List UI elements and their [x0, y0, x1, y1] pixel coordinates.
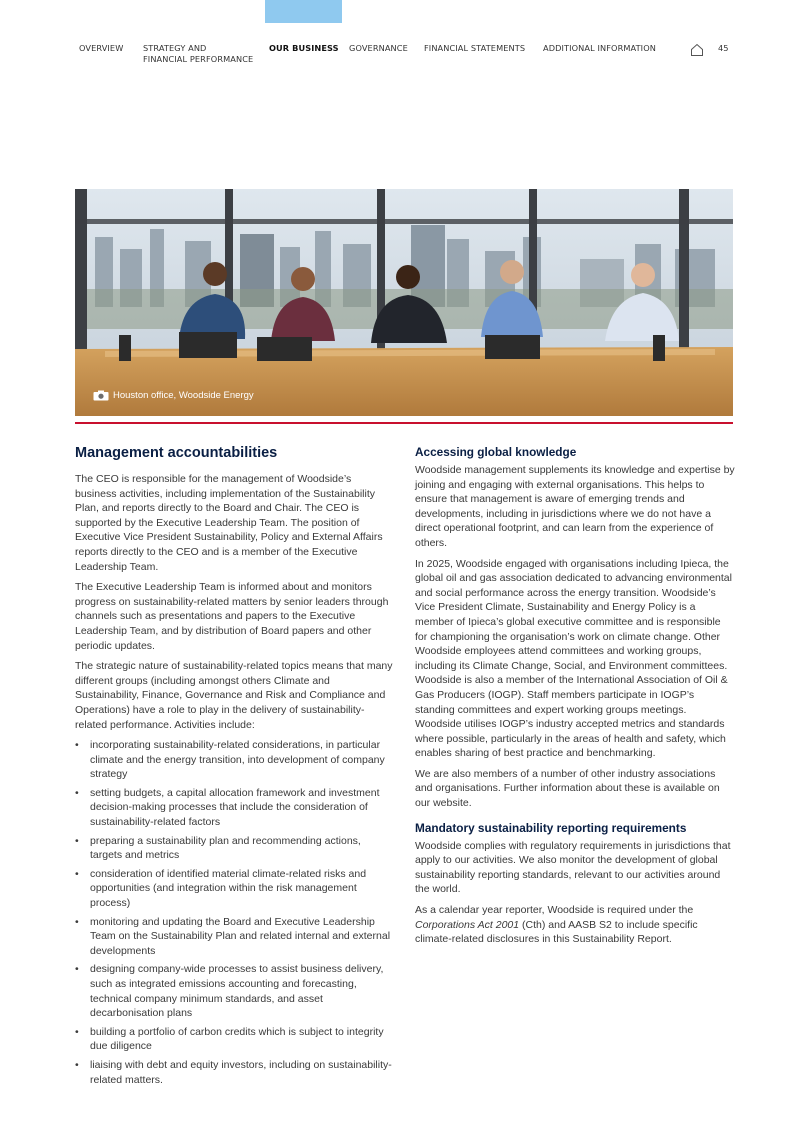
- bullet-marker: •: [75, 963, 79, 976]
- list-item: [75, 962, 395, 1020]
- list-item: [75, 1058, 395, 1087]
- top-navigation: [0, 43, 793, 73]
- photo-caption: [93, 390, 254, 401]
- paragraph: We are also members of a number of other industry associations and organisations. Further information about these is available on our website.: [415, 767, 720, 810]
- paragraph: The strategic nature of sustainability-related topics means that many different groups (including amongst others Climate and Sustainability, Finance, Governance and Risk and Compliance and Operations) have a role to play in the delivery of sustainability-related performance. Activities include:: [75, 660, 393, 731]
- bullet-marker: •: [75, 786, 79, 799]
- bullet-marker: •: [75, 834, 79, 847]
- list-item: [75, 915, 395, 959]
- activities-list: [75, 738, 395, 1087]
- corporations-act-reference: Corporations Act 2001: [415, 918, 520, 931]
- list-item: [75, 738, 395, 782]
- red-divider: [75, 422, 733, 424]
- paragraph: Woodside complies with regulatory requirements in jurisdictions that apply to our activities. We also monitor the development of global sustainability reporting standards, relevant to our activities around the world.: [415, 839, 731, 896]
- bullet-marker: •: [75, 1058, 79, 1071]
- list-item-text: setting budgets, a capital allocation framework and investment decision-making processes that include the consideration of sustainability-related factors: [90, 786, 380, 829]
- bullet-marker: •: [75, 867, 79, 880]
- camera-icon: [93, 390, 109, 401]
- list-item-text: consideration of identified material climate-related risks and opportunities (and integration within the risk management process): [90, 867, 367, 910]
- list-item: [75, 867, 395, 911]
- nav-financial-statements[interactable]: FINANCIAL STATEMENTS: [424, 43, 526, 53]
- paragraph-text: As a calendar year reporter, Woodside is required under the: [415, 904, 694, 917]
- page-number: 45: [718, 43, 729, 53]
- bullet-marker: •: [75, 739, 79, 752]
- list-item-text: monitoring and updating the Board and Executive Leadership Team on the Sustainability Plan and related internal and external developments: [90, 915, 391, 957]
- list-item-text: liaising with debt and equity investors, including on sustainability-related matters.: [90, 1058, 392, 1086]
- paragraph: The CEO is responsible for the management of Woodside’s business activities, including implementation of the Sustainability Plan, and reports directly to the Board and Chair. The CEO is supported by the Executive Leadership Team. The position of Executive Vice President Sustainability, Policy and External Affairs reports directly to the CEO and is a member of the Executive Leadership Team.: [75, 473, 383, 573]
- list-item: [75, 1025, 395, 1054]
- list-item-text: designing company-wide processes to assist business delivery, such as integrated emissions accounting and forecasting, technical company minimum standards, and asset decarbonisation plans: [90, 963, 384, 1020]
- photo-caption-text: Houston office, Woodside Energy: [113, 390, 254, 401]
- list-item-text: incorporating sustainability-related considerations, in particular climate and the energy transition, into development of company strategy: [90, 739, 385, 781]
- paragraph: [415, 903, 735, 947]
- list-item: [75, 786, 395, 830]
- accessing-global-knowledge-heading: Accessing global knowledge: [415, 445, 577, 459]
- nav-strategy-line2: FINANCIAL PERFORMANCE: [143, 54, 254, 64]
- list-item-text: building a portfolio of carbon credits which is subject to integrity due diligence: [90, 1025, 384, 1053]
- paragraph-text: (Cth) and AASB S2 to include specific climate-related disclosures in this Sustainability Report.: [415, 918, 698, 946]
- right-column: [415, 444, 735, 953]
- nav-strategy-line1: STRATEGY AND: [143, 43, 207, 53]
- bullet-marker: •: [75, 915, 79, 928]
- nav-overview[interactable]: OVERVIEW: [79, 43, 124, 53]
- paragraph: Woodside management supplements its knowledge and expertise by joining and engaging with external organisations. This helps to ensure that management is aware of emerging trends and developments, including in jurisdictions where we do not have a direct operational footprint, and can learn from the experience of others.: [415, 464, 735, 549]
- paragraph: The Executive Leadership Team is informed about and monitors progress on sustainability-related matters by senior leaders through channels such as presentations and papers to the Executive Leadership Team, and by distribution of Board papers and other periodic updates.: [75, 581, 389, 652]
- nav-governance[interactable]: GOVERNANCE: [349, 43, 408, 53]
- office-photo: [75, 189, 733, 416]
- nav-additional-information[interactable]: ADDITIONAL INFORMATION: [543, 43, 656, 53]
- active-section-marker: [265, 0, 342, 23]
- list-item-text: preparing a sustainability plan and recommending actions, targets and metrics: [90, 834, 361, 862]
- left-column: [75, 444, 395, 1091]
- nav-our-business[interactable]: OUR BUSINESS: [269, 43, 339, 53]
- paragraph: In 2025, Woodside engaged with organisations including Ipieca, the global oil and gas association dedicated to advancing environmental and social performance across the energy transition. Woodside’s Vice President Climate, Sustainability and Energy Policy is a member of Ipieca’s global executive committee and is responsible for championing the organisation’s work on climate change. Other Woodside employees attend committees and working groups, including its Climate Change, Social, and Environment committees. Woodside is also a member of the International Association of Oil & Gas Producers (IOGP). Staff members participate in IOGP’s standing committees and expert working groups meetings. Woodside utilises IOGP’s industry accepted metrics and standards where possible, particularly in the areas of health and safety, which enables sharing of best practice and benchmarking.: [415, 557, 732, 760]
- bullet-marker: •: [75, 1025, 79, 1038]
- home-icon[interactable]: [690, 43, 704, 57]
- office-meeting-image: [75, 189, 733, 416]
- management-accountabilities-heading: Management accountabilities: [75, 445, 278, 461]
- mandatory-reporting-heading: Mandatory sustainability reporting requirements: [415, 820, 687, 835]
- nav-strategy-and-financial-performance[interactable]: [143, 43, 253, 65]
- list-item: [75, 834, 395, 863]
